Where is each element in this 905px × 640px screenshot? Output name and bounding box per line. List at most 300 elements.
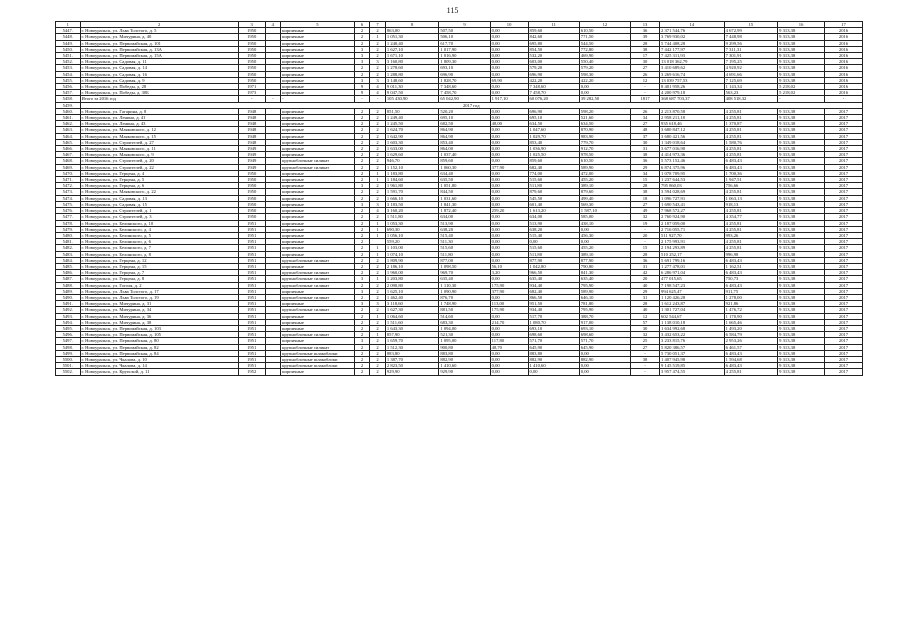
table-cell: 1 872,40 [439,208,490,214]
table-cell: 2017 [824,369,862,375]
table-cell: кирпичные [281,139,355,145]
table-cell: 2 [354,307,370,313]
table-cell: 4 691,66 [724,71,778,77]
table-cell: 544,50 [579,40,630,46]
table-cell: кирпичные [281,239,355,245]
table-cell: 2 [370,282,386,288]
table-cell: 5469. [56,164,81,170]
table-cell: 1 036,90 [528,146,579,152]
table-cell: 2 [370,40,386,46]
table-cell: 795 860,03 [660,183,725,189]
address-cell: г. Новоуральск, ул. Белинского, д. 7 [80,245,238,251]
table-cell: кирпичные [281,251,355,257]
table-cell: 6 483,43 [724,270,778,276]
table-cell: 693,10 [579,325,630,331]
table-cell: 1951 [238,270,265,276]
table-cell: крупноблочные силикат [281,257,355,263]
table-cell: 511,80 [439,251,490,257]
table-cell: 1950 [238,34,265,40]
table-cell: 5484. [56,257,81,263]
table-cell: 1 511,80 [385,214,439,220]
table-cell: 2 [370,65,386,71]
table-cell: кирпичные [281,313,355,319]
table-cell: 4 [370,90,386,96]
table-cell: 6 584,79 [724,332,778,338]
table-cell: 4 [370,208,386,214]
table-cell: 2017 [824,232,862,238]
table-cell: кирпичные [281,34,355,40]
column-number-header: 7 [370,22,386,28]
table-cell: кирпичные [281,65,355,71]
table-cell: 2 [370,189,386,195]
table-cell: 603,00 [528,59,579,65]
table-cell: 9 313,38 [778,183,825,189]
table-cell: 1 809,30 [439,59,490,65]
table-cell: 695,10 [528,115,579,121]
table-cell: 2016 [824,34,862,40]
table-cell: 40 [631,282,660,288]
table-cell: 1950 [238,46,265,52]
table-cell: 2 [354,108,370,114]
table-cell: 1951 [238,220,265,226]
table-cell: 5 730 051,37 [660,350,725,356]
table-cell: 9 313,38 [778,46,825,52]
table-cell: 1 080,70 [528,319,579,325]
table-cell: 5471. [56,177,81,183]
table-cell: 1 [370,251,386,257]
table-cell: 6 461,57 [724,344,778,350]
table-cell: кирпичные [281,220,355,226]
table-cell: 9 313,38 [778,34,825,40]
table-cell: крупноблочные шлакоблоки [281,350,355,356]
table-cell: 3 118,60 [385,301,439,307]
table-cell: 1951 [238,226,265,232]
table-cell: 1 407 945,98 [660,356,725,362]
table-cell: 2 [370,344,386,350]
table-cell: 1 947,51 [724,177,778,183]
address-cell: г. Новоуральск, ул. Ленина, д. 43 [80,121,238,127]
table-cell: 2017 [824,108,862,114]
table-cell: кирпичные [281,189,355,195]
table-cell: 422,20 [579,77,630,83]
table-cell: 1 671,10 [385,53,439,59]
table-cell: 2 [354,257,370,263]
table-cell: 38 [631,46,660,52]
table-cell: 2017 [824,127,862,133]
table-cell: 0,00 [490,189,528,195]
address-cell: г. Новоуральск, ул. Маяковского, д. 22 [80,189,238,195]
table-cell: крупноблочные шлакоблоки [281,356,355,362]
table-cell: 9 313,38 [778,307,825,313]
table-cell: 795,90 [579,307,630,313]
table-cell: 877,90 [579,257,630,263]
table-cell: 499,40 [579,195,630,201]
table-cell: 9 313,38 [778,108,825,114]
table-cell: 2 [354,133,370,139]
table-cell: 2 [354,170,370,176]
table-cell: 2 [354,325,370,331]
table-cell: 5463. [56,127,81,133]
table-cell: 4 255,81 [724,133,778,139]
table-cell: 1 063,13 [724,195,778,201]
table-cell: 0,00 [490,245,528,251]
column-number-header: 2 [80,22,238,28]
table-cell: 2 953,26 [724,338,778,344]
table-cell: 0,00 [490,276,528,282]
table-cell: 2 [370,146,386,152]
table-cell: 5479. [56,226,81,232]
table-cell: 6 874 375,96 [660,164,725,170]
table-cell: 598,20 [579,108,630,114]
table-cell: 3 432 653,22 [660,332,725,338]
table-cell: 2017 [824,239,862,245]
address-cell: г. Новоуральск, ул. Первомайская, д. 84 [80,350,238,356]
table-cell: 38 [631,189,660,195]
table-cell: 259,20 [490,208,528,214]
table-cell: 5458. [56,96,81,102]
table-cell: 1 051,30 [385,34,439,40]
table-cell: 1950 [238,40,265,46]
table-cell: 3 680 421,56 [660,133,725,139]
table-cell: 26 [631,108,660,114]
table-cell: 5490. [56,294,81,300]
table-cell: 2 [370,338,386,344]
table-cell: 39 282,50 [579,96,630,102]
table-cell: 32 [631,332,660,338]
table-cell: кирпичные [281,177,355,183]
table-cell: 9 [354,84,370,90]
table-cell: 682,40 [528,164,579,170]
address-cell: г. Новоуральск, ул. Мичурина, д. 36 [80,313,238,319]
table-cell: кирпичные [281,115,355,121]
table-cell: 864,00 [439,146,490,152]
table-cell: 438,10 [579,220,630,226]
table-cell: 39 [631,34,660,40]
table-cell: кирпичные [281,121,355,127]
table-cell: 9 313,38 [778,121,825,127]
table-cell: 6 483,43 [724,257,778,263]
table-cell: 1 [370,245,386,251]
table-cell: 28 [631,40,660,46]
table-cell: 1951 [238,338,265,344]
table-cell: 9 313,38 [778,288,825,294]
table-cell: 696,90 [439,71,490,77]
table-cell: 1 098,50 [439,263,490,269]
table-cell: 1 060,30 [439,164,490,170]
table-cell: 5467. [56,152,81,158]
address-cell: г. Новоуральск, ул. Садовая, д. 14 [80,65,238,71]
table-cell: 3 677 016,90 [660,146,725,152]
table-cell: 9 313,38 [778,133,825,139]
table-cell: 864,90 [439,127,490,133]
address-cell: г. Новоуральск, ул. Льва Толстого, д. 5 [80,28,238,34]
table-cell: 48 [631,127,660,133]
table-cell: 5468. [56,158,81,164]
table-cell: 2 [354,152,370,158]
table-cell: 1 301 727,04 [660,307,725,313]
table-cell: - [631,369,660,375]
table-cell: 5465. [56,139,81,145]
table-cell: 1 278,60 [385,65,439,71]
table-cell: 2017 [824,276,862,282]
table-cell: 9 313,38 [778,201,825,207]
table-cell: 1 [370,34,386,40]
table-cell: 2 [354,34,370,40]
table-cell: 514,60 [439,313,490,319]
table-cell: 7 458,70 [439,90,490,96]
table-cell: 6 286 971,04 [660,270,725,276]
table-cell: 2 [370,183,386,189]
table-cell: 853,40 [439,139,490,145]
table-cell: кирпичные [281,46,355,52]
table-cell: 9 313,38 [778,189,825,195]
table-cell: 2017 [824,208,862,214]
table-cell: 0,00 [490,90,528,96]
address-cell: г. Новоуральск, ул. Садовая, д. 15 [80,201,238,207]
table-cell: 2 [354,115,370,121]
address-cell: г. Новоуральск, ул. Герцена, д. 12 [80,257,238,263]
table-cell: - [778,96,825,102]
table-cell: 601,40 [528,201,579,207]
table-cell: 6 483,43 [724,158,778,164]
table-cell: кирпичные [281,226,355,232]
table-cell: 695,10 [439,115,490,121]
table-cell: 4 255,81 [724,369,778,375]
table-cell: 2 [354,313,370,319]
table-cell: 1 162,51 [724,263,778,269]
table-cell: 1 659,70 [385,338,439,344]
table-cell: 2 [354,189,370,195]
table-cell: 774,00 [528,170,579,176]
table-cell: 0,00 [490,59,528,65]
table-cell: крупноблочные силикат [281,307,355,313]
table-cell: 388,70 [579,313,630,319]
table-cell: 511,30 [439,239,490,245]
table-cell: 1 183,80 [385,170,439,176]
table-cell: 389,10 [579,183,630,189]
table-cell: 682,50 [439,121,490,127]
table-cell: 550,40 [579,59,630,65]
table-cell: 7 195,25 [724,59,778,65]
table-cell: 571,70 [528,338,579,344]
table-cell: 2 [370,133,386,139]
table-cell: 1 025,50 [528,152,579,158]
table-cell: 9 313,38 [778,208,825,214]
table-cell: 779,70 [579,139,630,145]
table-cell: 2 [354,344,370,350]
address-cell: г. Новоуральск, ул. Строителей, д. 3 [80,214,238,220]
table-cell: 5452. [56,59,81,65]
table-cell: 521,30 [439,332,490,338]
table-cell: 9 313,38 [778,158,825,164]
table-cell: 1948 [238,108,265,114]
table-cell: 6 483,43 [724,363,778,369]
table-cell: 2 958 211,18 [660,115,725,121]
table-cell: 9 313,38 [778,220,825,226]
table-cell: 65 042,90 [439,96,490,102]
table-cell: - [824,96,862,102]
table-cell: 2 [354,121,370,127]
table-cell: кирпичные [281,127,355,133]
table-cell: 2 [354,127,370,133]
table-cell: 26 [631,71,660,77]
table-cell: 9 313,38 [778,139,825,145]
table-cell: 2016 [824,71,862,77]
table-cell: 1 074,10 [385,251,439,257]
address-cell: г. Новоуральск, ул. Ленина, д. 41 [80,115,238,121]
table-cell: 9 313,38 [778,71,825,77]
table-cell: 1 462,40 [385,294,439,300]
table-cell: 635,40 [579,276,630,282]
table-cell: 3 [354,46,370,52]
table-cell: 0,00 [490,34,528,40]
table-cell: 2 [370,214,386,220]
table-cell: - [238,96,265,102]
table-cell: 3 [354,183,370,189]
table-cell: 3 269 616,74 [660,71,725,77]
table-cell: 9 313,38 [778,164,825,170]
table-cell: 2 [354,71,370,77]
table-cell: 2 [370,53,386,59]
table-cell: 585,00 [579,214,630,220]
table-cell: 966,50 [528,270,579,276]
table-cell: 515,60 [439,245,490,251]
page-number: 115 [446,6,459,15]
table-cell: 2 [370,152,386,158]
table-cell: 3 [370,301,386,307]
table-cell: 5495. [56,325,81,331]
table-cell: 1950 [238,208,265,214]
table-cell: 40 [631,307,660,313]
table-cell: 2 213 870,58 [660,108,725,114]
table-cell: 2 [370,127,386,133]
table-cell: 5454. [56,71,81,77]
table-cell: 1 278,00 [724,294,778,300]
table-cell: 1 634 992,68 [660,325,725,331]
table-cell: 1 029,70 [528,133,579,139]
table-cell: 0,00 [579,363,630,369]
table-cell: 2 [354,356,370,362]
table-cell: кирпичные [281,28,355,34]
table-cell: 1951 [238,325,265,331]
table-cell: 3 410 689,62 [660,65,725,71]
table-cell: 1950 [238,183,265,189]
table-cell: 2017 [824,307,862,313]
table-cell: 883,80 [439,350,490,356]
table-cell: 4 255,81 [724,239,778,245]
table-cell: 2017 [824,164,862,170]
table-cell: 5456. [56,84,81,90]
table-cell: 5478. [56,220,81,226]
address-cell: г. Новоуральск, ул. Садовая, д. 9 [80,77,238,83]
table-cell: 0,00 [490,46,528,52]
table-cell: 2 760 924,90 [660,214,725,220]
table-cell: 4 200 979,18 [660,90,725,96]
table-cell: 1951 [238,356,265,362]
table-cell: 13 039 757,53 [660,77,725,83]
table-cell: 1 961,80 [385,183,439,189]
table-cell: 3 [354,53,370,59]
table-cell: 3 160,20 [385,208,439,214]
table-cell: 2016 [824,28,862,34]
table-cell: 1 625,10 [385,288,439,294]
column-number-header: 1 [56,22,81,28]
table-cell: 911,75 [724,288,778,294]
table-cell: кирпичные [281,319,355,325]
table-cell: 690,30 [385,226,439,232]
table-cell: 5473. [56,189,81,195]
table-cell: 2017 [824,146,862,152]
table-cell: 5488. [56,282,81,288]
table-cell: 1951 [238,350,265,356]
table-cell: 2016 [824,40,862,46]
table-cell: 2 [354,245,370,251]
table-cell: 2 [370,319,386,325]
table-cell: 1 627,30 [385,307,439,313]
table-cell: 5 218,02 [778,90,825,96]
table-cell: 42 [631,270,660,276]
table-cell: 634,00 [528,214,579,220]
table-cell: 5500. [56,356,81,362]
table-cell: 9 313,38 [778,195,825,201]
table-cell: кирпичные [281,232,355,238]
table-cell: 3 [354,338,370,344]
table-cell: 1 152,10 [385,164,439,170]
table-cell: 36 [631,158,660,164]
table-cell: 5498. [56,344,81,350]
table-cell: 38 [631,356,660,362]
table-cell: кирпичные [281,208,355,214]
table-cell: 9 313,38 [778,344,825,350]
table-cell: 1950 [238,177,265,183]
table-cell: 2017 [824,270,862,276]
table-cell: 511,80 [528,183,579,189]
table-cell: 645,90 [528,344,579,350]
table-cell: 1949 [238,152,265,158]
address-cell: г. Новоуральск, ул. Первомайская, д. 80 [80,338,238,344]
table-cell: 515,40 [439,232,490,238]
table-cell: 2 [354,294,370,300]
table-cell: 2 [354,65,370,71]
table-cell: кирпичные [281,288,355,294]
table-cell: 1951 [238,363,265,369]
table-cell: 1 690 543,41 [660,201,725,207]
table-cell: 1948 [238,133,265,139]
table-cell: 2 [370,288,386,294]
table-cell: 934,40 [528,307,579,313]
table-cell: 1 090,90 [439,288,490,294]
table-cell: 9 313,38 [778,282,825,288]
table-cell: 696,90 [528,108,579,114]
table-cell: 2 090,80 [385,282,439,288]
table-cell: 0,00 [579,90,630,96]
table-cell: 2016 [824,53,862,59]
table-cell: 1950 [238,214,265,220]
table-cell: 772,80 [579,46,630,52]
table-cell: крупноблочные силикат [281,158,355,164]
table-cell: 2 [354,232,370,238]
table-cell: 175,90 [490,282,528,288]
table-cell: 2 [354,350,370,356]
table-cell: 993,26 [724,232,778,238]
table-cell: 883,80 [385,350,439,356]
table-cell: 859,60 [439,158,490,164]
table-cell: 69,90 [490,77,528,83]
table-cell: 0,00 [490,214,528,220]
table-cell: 2017 [824,245,862,251]
table-cell: 1 047,60 [528,127,579,133]
table-cell: 9 313,38 [778,152,825,158]
